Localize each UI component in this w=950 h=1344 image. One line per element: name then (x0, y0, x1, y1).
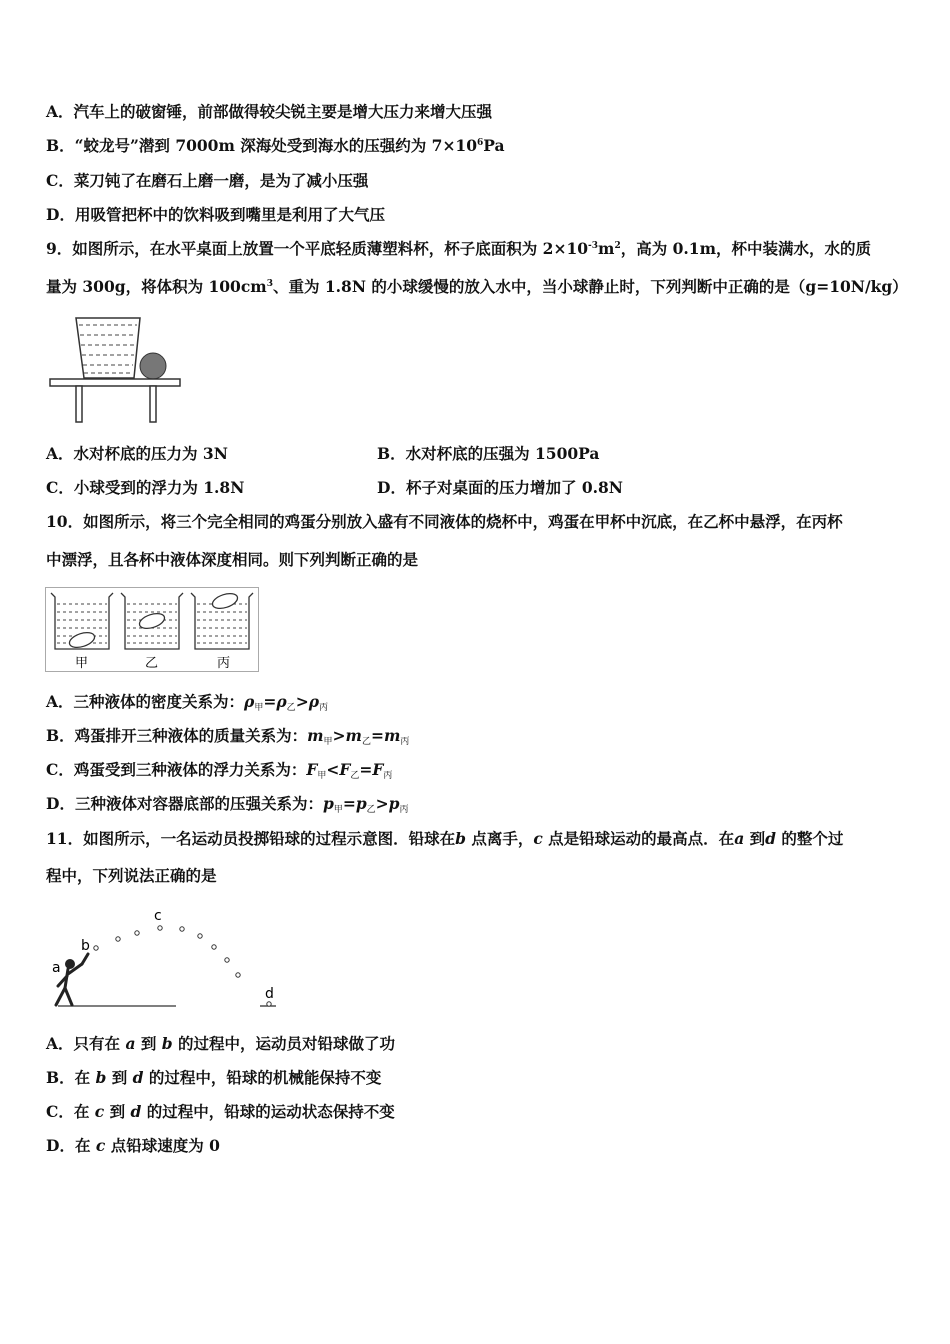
egg-yi (138, 611, 167, 631)
q11-option-b: B．在 b 到 d 的过程中，铅球的机械能保持不变 (46, 1068, 382, 1087)
label-c: c (154, 908, 162, 924)
q11-stem-line1: 11．如图所示，一名运动员投掷铅球的过程示意图．铅球在b 点离手，c 点是铅球运动的最高点．在a 到d 的整个过 (46, 829, 844, 848)
q10-beakers-figure (45, 587, 259, 673)
q9-cup-on-table-figure (48, 316, 183, 424)
q11-shot-put-figure (48, 902, 280, 1012)
egg-bing (211, 591, 240, 611)
cup (76, 318, 140, 378)
q10-stem-line2: 中漂浮，且各杯中液体深度相同。则下列判断正确的是 (46, 550, 419, 569)
label-yi: 乙 (145, 656, 159, 671)
egg-jia (68, 630, 97, 650)
q9-option-d: D．杯子对桌面的压力增加了 0.8N (377, 478, 623, 497)
athlete (56, 954, 88, 1005)
label-b: b (81, 938, 90, 954)
q10-option-b: B．鸡蛋排开三种液体的质量关系为：$m_甲>m_乙=m_丙$ (46, 726, 410, 747)
label-d: d (265, 986, 274, 1002)
q8-option-d: D．用吸管把杯中的饮料吸到嘴里是利用了大气压 (46, 205, 385, 224)
q9-option-c: C．小球受到的浮力为 1.8N (46, 478, 245, 497)
label-a: a (52, 960, 61, 976)
q10-option-d: D．三种液体对容器底部的压强关系为：$p_甲=p_乙>p_丙$ (46, 794, 409, 815)
tabletop (50, 379, 180, 386)
q10-option-c: C．鸡蛋受到三种液体的浮力关系为：$F_甲<F_乙=F_丙$ (46, 760, 393, 781)
q10-option-a: A．三种液体的密度关系为：$\rho_甲=\rho_乙>\rho_丙$ (46, 692, 329, 713)
q9-option-b: B．水对杯底的压强为 1500Pa (377, 444, 600, 463)
q8-option-c: C．菜刀钝了在磨石上磨一磨，是为了减小压强 (46, 171, 369, 190)
q11-option-a: A．只有在 a 到 b 的过程中，运动员对铅球做了功 (46, 1034, 396, 1053)
q9-stem-line1: 9．如图所示，在水平桌面上放置一个平底轻质薄塑料杯，杯子底面积为 $2\times 10^{-3}m^2$，高为 0.1m，杯中装满水，水的质 (46, 239, 871, 258)
q9-option-a: A．水对杯底的压力为 3N (46, 444, 228, 463)
ball (140, 353, 166, 379)
label-jia: 甲 (75, 656, 89, 671)
q11-stem-line2: 程中，下列说法正确的是 (46, 866, 217, 885)
table-leg-left (76, 386, 82, 422)
q11-option-d: D．在 c 点铅球速度为 0 (46, 1136, 220, 1155)
trajectory-points (94, 926, 271, 1006)
table-leg-right (150, 386, 156, 422)
q8-option-a: A．汽车上的破窗锤，前部做得较尖锐主要是增大压力来增大压强 (46, 102, 493, 121)
label-bing: 丙 (217, 656, 231, 671)
q10-stem-line1: 10．如图所示，将三个完全相同的鸡蛋分别放入盛有不同液体的烧杯中，鸡蛋在甲杯中沉底，在乙杯中悬浮，在丙杯 (46, 512, 843, 531)
q9-stem-line2: 量为 300g，将体积为 $100cm^3$、重为 1.8N 的小球缓慢的放入水中，当小球静止时，下列判断中正确的是（g=10N/kg） (46, 277, 908, 296)
q11-option-c: C．在 c 到 d 的过程中，铅球的运动状态保持不变 (46, 1102, 395, 1121)
water-lines (79, 325, 137, 373)
q8-option-b: B．“蛟龙号”潜到 7000m 深海处受到海水的压强约为 $7\times 10^6Pa$ (46, 136, 505, 155)
